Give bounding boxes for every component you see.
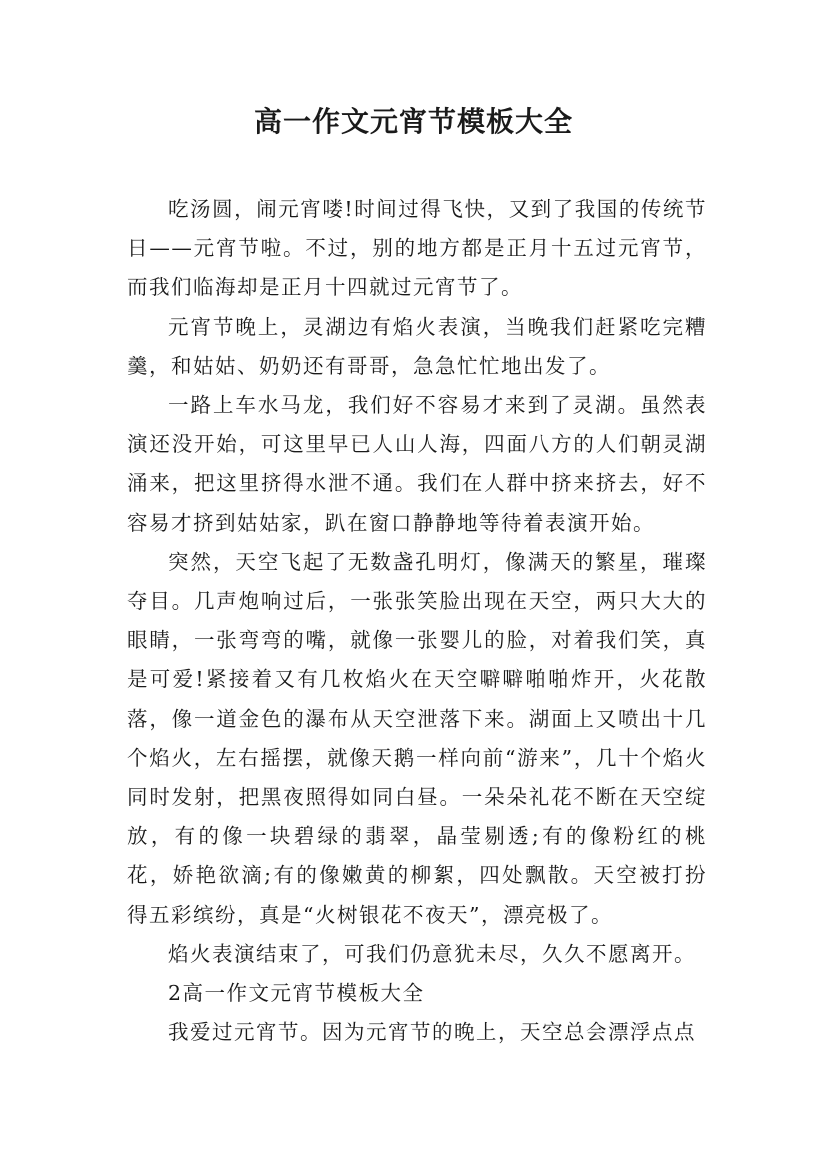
- paragraph: 吃汤圆，闹元宵喽!时间过得飞快，又到了我国的传统节日——元宵节啦。不过，别的地方都是正月十五过元宵节，而我们临海却是正月十四就过元宵节了。: [127, 197, 707, 300]
- paragraph: 突然，天空飞起了无数盏孔明灯，像满天的繁星，璀璨夺目。几声炮响过后，一张张笑脸出现在天空，两只大大的眼睛，一张弯弯的嘴，就像一张婴儿的脸，对着我们笑，真是可爱!紧接着又有几枚焰火在天空噼噼啪啪炸开，火花散落，像一道金色的瀑布从天空泄落下来。湖面上又喷出十几个焰火，左右摇摆，就像天鹅一样向前“游来”，几十个焰火同时发射，把黑夜照得如同白昼。一朵朵礼花不断在天空绽放，有的像一块碧绿的翡翠，晶莹剔透;有的像粉红的桃花，娇艳欲滴;有的像嫩黄的柳絮，四处飘散。天空被打扮得五彩缤纷，真是“火树银花不夜天”，漂亮极了。: [127, 549, 707, 927]
- document-body: [127, 190, 707, 1052]
- section-heading: 2高一作文元宵节模板大全: [168, 981, 425, 1006]
- document-title: 高一作文元宵节模板大全: [253, 105, 573, 138]
- paragraph: 元宵节晚上，灵湖边有焰火表演，当晚我们赶紧吃完糟羹，和姑姑、奶奶还有哥哥，急急忙忙地出发了。: [127, 314, 707, 378]
- paragraph: 我爱过元宵节。因为元宵节的晚上，天空总会漂浮点点: [168, 1020, 696, 1045]
- paragraph: 焰火表演结束了，可我们仍意犹未尽，久久不愿离开。: [168, 941, 696, 966]
- paragraph: 一路上车水马龙，我们好不容易才来到了灵湖。虽然表演还没开始，可这里早已人山人海，四面八方的人们朝灵湖涌来，把这里挤得水泄不通。我们在人群中挤来挤去，好不容易才挤到姑姑家，趴在窗口静静地等待着表演开始。: [127, 393, 707, 535]
